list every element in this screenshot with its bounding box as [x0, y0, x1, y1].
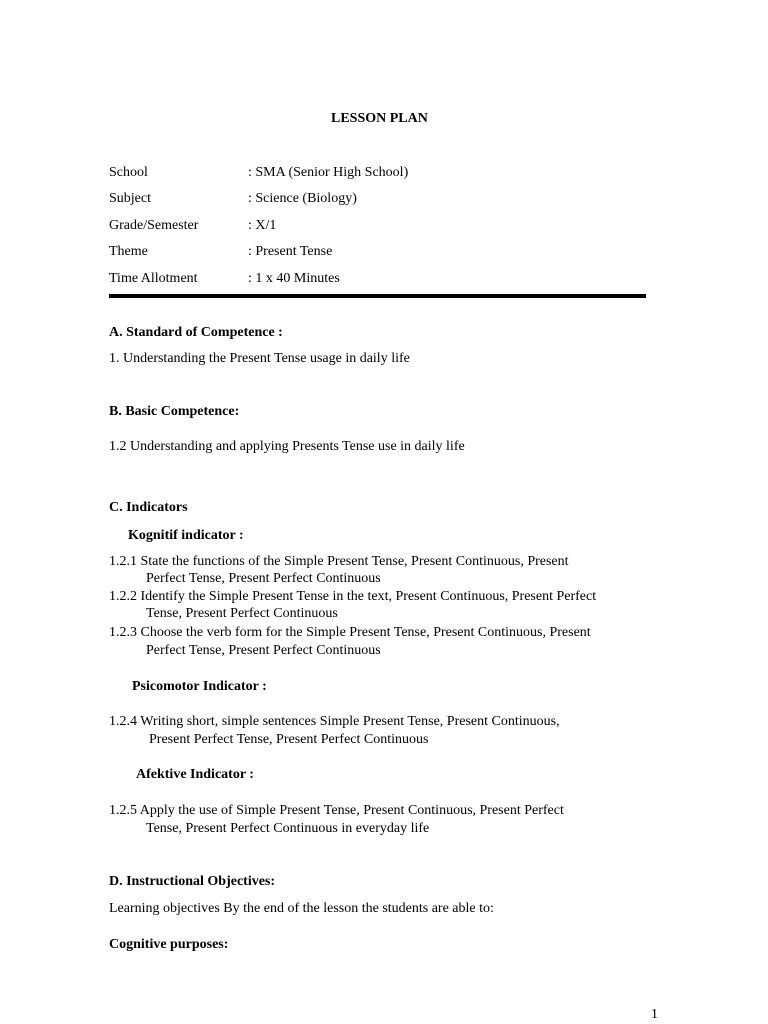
page-number: 1 [651, 1007, 658, 1022]
cognitive-purposes-heading: Cognitive purposes: [109, 937, 229, 952]
info-label-time: Time Allotment [109, 271, 198, 286]
info-label-theme: Theme [109, 244, 148, 259]
indicator-121-line1: 1.2.1 State the functions of the Simple Present Tense, Present Continuous, Present [109, 554, 569, 569]
section-d-heading: D. Instructional Objectives: [109, 874, 276, 889]
indicator-124-line1: 1.2.4 Writing short, simple sentences Simple Present Tense, Present Continuous, [109, 714, 560, 729]
indicator-121-line2: Perfect Tense, Present Perfect Continuous [146, 571, 381, 586]
indicator-125-line2: Tense, Present Perfect Continuous in everyday life [146, 821, 430, 836]
section-b-heading: B. Basic Competence: [109, 404, 240, 419]
section-d-intro: Learning objectives By the end of the lesson the students are able to: [109, 901, 494, 916]
info-value-time: : 1 x 40 Minutes [248, 271, 340, 286]
indicator-122-line1: 1.2.2 Identify the Simple Present Tense in the text, Present Continuous, Present Perfect [109, 589, 597, 604]
section-a-item: 1. Understanding the Present Tense usage in daily life [109, 351, 410, 366]
info-label-subject: Subject [109, 191, 151, 206]
page-title: LESSON PLAN [331, 111, 428, 126]
info-label-grade: Grade/Semester [109, 218, 199, 233]
header-divider [109, 294, 646, 298]
section-c-heading: C. Indicators [109, 500, 188, 515]
info-value-subject: : Science (Biology) [248, 191, 357, 206]
info-value-grade: : X/1 [248, 218, 277, 233]
indicator-123-line2: Perfect Tense, Present Perfect Continuous [146, 643, 381, 658]
afektive-heading: Afektive Indicator : [136, 767, 254, 782]
section-b-item: 1.2 Understanding and applying Presents Tense use in daily life [109, 439, 465, 454]
indicator-123-line1: 1.2.3 Choose the verb form for the Simple Present Tense, Present Continuous, Present [109, 625, 591, 640]
section-a-heading: A. Standard of Competence : [109, 325, 283, 340]
info-value-school: : SMA (Senior High School) [248, 165, 409, 180]
kognitif-heading: Kognitif indicator : [128, 528, 244, 543]
indicator-125-line1: 1.2.5 Apply the use of Simple Present Tense, Present Continuous, Present Perfect [109, 803, 564, 818]
indicator-124-line2: Present Perfect Tense, Present Perfect Continuous [149, 732, 429, 747]
info-label-school: School [109, 165, 148, 180]
psicomotor-heading: Psicomotor Indicator : [132, 679, 267, 694]
indicator-122-line2: Tense, Present Perfect Continuous [146, 606, 338, 621]
info-value-theme: : Present Tense [248, 244, 333, 259]
